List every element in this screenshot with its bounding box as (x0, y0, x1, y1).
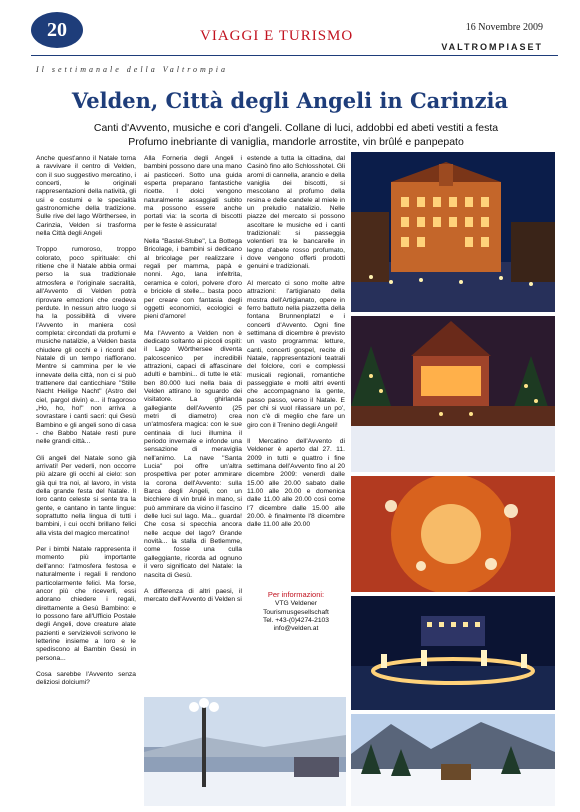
paragraph: Troppo rumoroso, troppo colorato, poco spirituale: chi ritiene che il Natale abbia ormai perso la sua tradizionale atmosfera e l'originale sacralità, all'Avvento di Velden potrà riprovare emozioni che credeva perdute. In nessun altro luogo si ha la possibilità di vivere l'Avvento in maniera così completa: circondati da profumi e musiche natalizie, a Velden basta chiudere gli occhi e i ricordi del Natale di un tempo riaffiorano. Mentre si cammina per le vie innevate della città, non ci si può trattenere dal canticchiare "Stille Nacht Heilige Nacht" (Astro del ciel, pargol divin) e... il fragoroso „Ho, ho, ho!" non arriva a sovrastare i canti sacri: qui Gesù Bambino e gli angeli sono di casa - che Babbo Natale resti pure nelle grandi città... (36, 246, 136, 446)
contact-org-2: Tourismusgesellschaft (263, 608, 329, 616)
section-title: VIAGGI E TURISMO (200, 28, 354, 44)
page-number: 20 (47, 18, 67, 41)
photo-lakeside-lamp (144, 697, 346, 806)
paragraph: Cosa sarebbe l'Avvento senza deliziosi dolciumi? (36, 670, 136, 687)
header-divider (31, 55, 558, 56)
contact-title: Per informazioni: (267, 590, 325, 599)
text-column-1 (36, 155, 136, 803)
article-subtitle (36, 121, 556, 149)
contact-phone: Tel. +43-(0)4274-2103 (263, 616, 329, 624)
paragraph: Per i bimbi Natale rappresenta il momento più importante dell'anno: l'atmosfera festosa e naturalmente i regali li rendono particolarmente felici. Ma forse, ancor più che riceverli, essi adorano chiedere i regali, direttamente a Gesù Bambino: e lo possono fare all'Ufficio Postale degli Angeli, dove creature alate pazienti e servizievoli scrivono le letterine insieme a loro e le spediscono al Bambin Gesù in persona... (36, 546, 136, 662)
page-number-badge (31, 12, 83, 48)
text-column-2 (144, 155, 242, 695)
paragraph: Anche quest'anno il Natale torna a ravvivare il centro di Velden, con il suo suggestivo mercatino, i concerti, le originali rappresentazioni della natività, gli usi e costumi e le specialità gastronomiche della tradizione. Sulle rive del lago Wörthersee, in Carinzia, Velden si trasforma nella Città degli Angeli (36, 155, 136, 238)
paragraph: Gli angeli del Natale sono già arrivati! Per vederli, non occorre più alzare gli occhi al cielo: son già qui tra noi, al lavoro, in vista della grande festa del Natale. Il loro canto celeste si sente tra la gente, e cantano in tante lingue: soprattutto nella lingua di tutti i bambini, i cui occhi brillano felici alla vista del magico mercatino! (36, 454, 136, 537)
subtitle-line-2: Profumo inebriante di vaniglia, mandorle arrostite, vin brûlé e panpepato (128, 136, 464, 148)
photo-snowy-landscape (351, 714, 555, 806)
contact-info (247, 591, 345, 633)
article-title: Velden, Città degli Angeli in Carinzia (71, 88, 509, 113)
photo-angels-lights (351, 476, 555, 592)
issue-date: 16 Novembre 2009 (465, 22, 543, 33)
tagline: Il settimanale della Valtrompia (36, 65, 229, 74)
paragraph: Al mercato ci sono molte altre attrazioni: l'artigianato della mostra dell'Artigianato, opere in ferro battuto nella piazzetta della fontana Brunnenplatzl e i concerti d'Avvento. Ogni fine settimana di dicembre è previsto un vasto programma: letture, canti, concerti gospel, recite di Natale, rappresentazioni teatrali del folclore, cori e complessi musicali regionali, romantiche passeggiate e molti altri eventi che accompagnano la gente, passo passo, verso il Natale. E per chi si vuol rilassare un po', non c'è di meglio che fare un giro con il Trenino degli Angeli! (247, 279, 345, 429)
text-column-3 (247, 155, 345, 635)
publication-name: VALTROMPIASET (441, 42, 543, 52)
paragraph: Il Mercatino dell'Avvento di Veldener è aperto dal 27. 11. 2009 in tutti e quattro i fine settimana dell'Avvento fino al 20 dicembre 2009: venerdì dalle 15.00 alle 20.00 sabato dalle 11.00 alle 20.00 e domenica dalle 11.00 alle 20.00 così come l'7 dicembre dalle 15.00 alle 20.00. è finalmente l'8 dicembre dalle 11.00 alle 20.00 (247, 438, 345, 529)
paragraph: A differenza di altri paesi, il mercato dell'Avvento di Velden si (144, 587, 242, 604)
photo-christmas-market-snow (351, 316, 555, 472)
photo-floating-wreath (351, 596, 555, 710)
paragraph: Ma l'Avvento a Velden non è dedicato soltanto ai piccoli ospiti: il Lago Wörthersee diventa palcoscenico per incredibili attrazioni, capaci di affascinare adulti e bambini... di tutte le età: ben 80.000 luci nella baia di Velden attirano lo sguardo dei visitatore. La ghirlanda gallegiante dell'Avvento (25 metri di diametro) crea un'atmosfera magica: con le sue centinaia di luci illumina il periodo invernale e infonde una sensazione di meraviglia nell'animo. La nave "Santa Lucia" poi offre un'altra prospettiva per poter ammirare la corona dell'Avvento: sulla Barca degli Angeli, con un bicchiere di vin brulé in mano, si può ammirare da vicino il fascino delle luci sul lago. Ma... guarda! Che cosa si specchia ancora nelle acque del lago? Grande novità... la stalla di Betlemme, come fosse una culla galleggiante, ricorda ad ognuno il vero significato del Natale: la nascita di Gesù. (144, 329, 242, 579)
paragraph: Alla Forneria degli Angeli i bambini possono dare una mano ai pasticceri. Sotto una guida esperta preparano fantastiche ricette. I dolci vengono naturalmente assaggiati subito ma possono essere anche portati via: la scorta di biscotti per le feste è assicurata! (144, 155, 242, 229)
subtitle-line-1: Canti d'Avvento, musiche e cori d'angeli. Collane di luci, addobbi ed abeti vestiti a festa (93, 122, 499, 134)
photo-hotel-night (351, 152, 555, 312)
paragraph: estende a tutta la cittadina, dal Casinò fino allo Schlosshotel. Gli aromi di cannella, arancio e della vaniglia dei biscotti, si mescolano al profumo della resina e delle candele al miele in un preludio natalizio. Nelle piazze del mercato si possono ascoltare le musiche ed i canti tradizionali: si passeggia volentieri tra le bancarelle in legno d'abete rosso profumato, dove vengono offerti prodotti genuini e tradizionali. (247, 155, 345, 271)
contact-org: VTG Veldener (274, 600, 317, 608)
contact-email: info@velden.at (273, 625, 319, 633)
paragraph: Nella "Bastel-Stube", La Bottega Bricolage, i bambini si dedicano al bricolage per realizzare i regali per mamma, papà e nonni. Ago, lana infeltrita, ceramica e colori, polvere d'oro e briciole di stelle... basta poco per creare con fantasia degli oggetti economici, ecologici e pieni d'amore! (144, 238, 242, 321)
